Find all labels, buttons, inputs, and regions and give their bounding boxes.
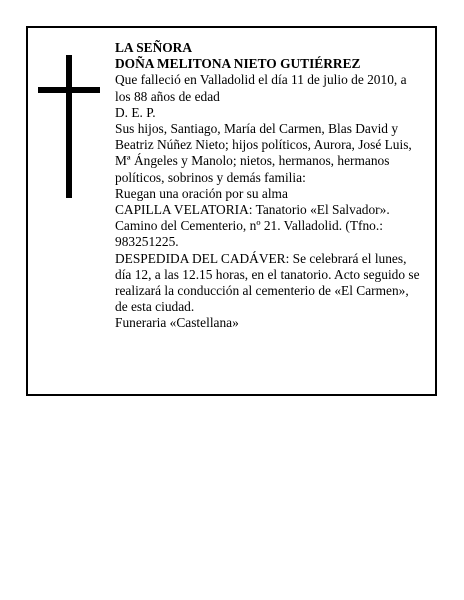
obituary-notice bbox=[26, 26, 437, 396]
cross-horizontal-bar bbox=[38, 87, 100, 93]
family-list: Sus hijos, Santiago, María del Carmen, Blas David y Beatriz Núñez Nieto; hijos políticos, Aurora, José Luis, Mª Ángeles y Manolo; nietos, hermanos, hermanos políticos, sobrinos y demás familia: bbox=[115, 121, 412, 185]
prayer-line: Ruegan una oración por su alma bbox=[115, 185, 288, 201]
cross-vertical-bar bbox=[66, 55, 72, 198]
cross-icon bbox=[38, 55, 100, 198]
farewell-info: DESPEDIDA DEL CADÁVER: Se celebrará el lunes, día 12, a las 12.15 horas, en el tanatorio. Acto seguido se realizará la conducción al cementerio de «El Carmen», de esta ciudad. bbox=[115, 250, 420, 315]
dep-line: D. E. P. bbox=[115, 104, 156, 120]
chapel-info: CAPILLA VELATORIA: Tanatorio «El Salvador». Camino del Cementerio, nº 21. Valladolid. (Tfno.: 983251225. bbox=[115, 202, 390, 250]
notice-text bbox=[115, 40, 421, 332]
notice-header: LA SEÑORA bbox=[115, 40, 193, 55]
deceased-name: DOÑA MELITONA NIETO GUTIÉRREZ bbox=[115, 56, 361, 72]
death-info: Que falleció en Valladolid el día 11 de julio de 2010, a los 88 años de edad bbox=[115, 72, 407, 104]
funeral-home: Funeraria «Castellana» bbox=[115, 315, 239, 331]
